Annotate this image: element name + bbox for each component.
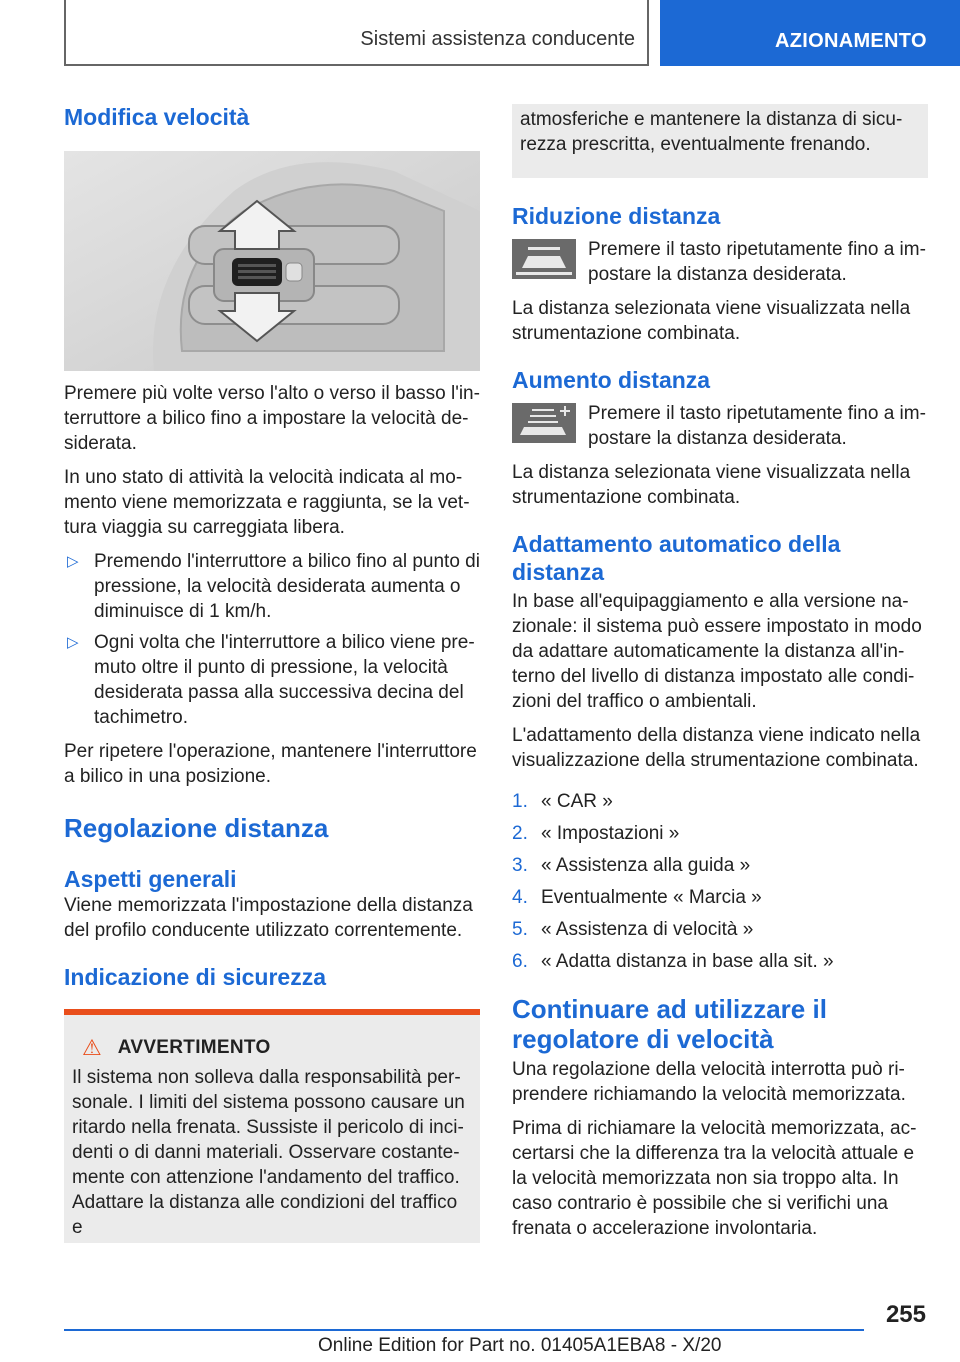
speed-change-heading: Modifica velocità (64, 104, 250, 130)
distance-increase-heading: Aumento distanza (512, 367, 711, 393)
section-title: Sistemi assistenza conducente (360, 28, 635, 50)
list-item: 6. « Adatta distanza in base alla sit. » (512, 951, 834, 972)
general-aspects-heading: Aspetti generali (64, 866, 237, 892)
increase-instruction-row (512, 401, 928, 451)
speed-paragraph-2: In uno stato di attività la velocità indicata al mo-mento viene memorizzata e raggiunta, se la vet-tura viaggia su carreggiata libera. (64, 467, 470, 538)
list-item: 1. « CAR » (512, 791, 613, 812)
distance-decrease-icon (512, 239, 576, 279)
warning-triangle-icon: ⚠ (82, 1035, 102, 1060)
distance-regulation-heading: Regolazione distanza (64, 813, 329, 843)
distance-reduction-heading: Riduzione distanza (512, 203, 721, 229)
page-number: 255 (885, 1301, 926, 1328)
bullet-triangle-icon: ▷ (67, 553, 79, 570)
auto-paragraph-2: L'adattamento della distanza viene indicato nella visualizzazione della strumentazione combinata. (512, 725, 921, 771)
footer-divider (64, 1329, 864, 1331)
continue-cruise-control-heading: Continuare ad utilizzare il regolatore di velocità (512, 994, 827, 1054)
list-item: 2. « Impostazioni » (512, 823, 680, 844)
bullet-triangle-icon: ▷ (67, 634, 79, 651)
header-section-box (64, 0, 649, 66)
continue-paragraph-1: Una regolazione della velocità interrotta può ri-prendere richiamando la velocità memorizzata. (512, 1059, 906, 1105)
increase-paragraph: La distanza selezionata viene visualizzata nella strumentazione combinata. (512, 462, 911, 508)
reduce-instruction-row (512, 237, 928, 287)
warning-box-continuation (512, 104, 928, 178)
footer-edition: Online Edition for Part no. 01405A1EBA8 - X/20 (318, 1335, 722, 1356)
speed-paragraph-3: Per ripetere l'operazione, mantenere l'interruttore a bilico in una posizione. (64, 741, 477, 787)
right-column (512, 104, 928, 1250)
reduce-paragraph: La distanza selezionata viene visualizzata nella strumentazione combinata. (512, 298, 911, 344)
list-item: ▷ Ogni volta che l'interruttore a bilico viene pre-muto oltre il punto di pressione, la velocità desiderata passa alla successiva decina del tachimetro. (67, 632, 475, 728)
chapter-title: AZIONAMENTO (775, 30, 927, 52)
left-column (64, 100, 480, 1243)
steering-wheel-rocker-switch-photo (64, 151, 480, 371)
warning-text: Il sistema non solleva dalla responsabilità per-sonale. I limiti del sistema possono causare un ritardo nella frenata. Sussiste il pericolo di inci-denti o di danni materiali. Osservare costante-mente con attenzione l'andamento del traffico. Adattare la distanza alle condizioni del traffico e (72, 1067, 465, 1238)
rocker-switch-illustration (64, 151, 480, 371)
warning-box (64, 1009, 480, 1243)
list-item: 4. Eventualmente « Marcia » (512, 887, 762, 908)
page-header (0, 0, 960, 66)
continue-paragraph-2: Prima di richiamare la velocità memorizzata, ac-certarsi che la differenza tra la velocità attuale e la velocità memorizzata non sia troppo alta. In caso contrario è possibile che si verifichi una frenata o accelerazione involontaria. (512, 1118, 917, 1239)
general-paragraph: Viene memorizzata l'impostazione della distanza del profilo conducente utilizzato correntemente. (64, 895, 473, 941)
safety-heading: Indicazione di sicurezza (64, 964, 327, 990)
increase-instruction-text: Premere il tasto ripetutamente fino a im-postare la distanza desiderata. (588, 403, 926, 449)
reduce-instruction-text: Premere il tasto ripetutamente fino a im-postare la distanza desiderata. (588, 239, 926, 285)
warning-continuation-text: atmosferiche e mantenere la distanza di sicu-rezza prescritta, eventualmente frenando. (520, 109, 903, 155)
list-item: 3. « Assistenza alla guida » (512, 855, 751, 876)
list-item: 5. « Assistenza di velocità » (512, 919, 754, 940)
settings-steps-list (512, 789, 928, 974)
warning-title (82, 1035, 472, 1061)
header-chapter-box (660, 0, 960, 66)
auto-paragraph-1: In base all'equipaggiamento e alla versione na-zionale: il sistema può essere impostato in modo da adattare automaticamente la distanza all'in-terno del livello di distanza impostato alle condi-zioni del traffico o ambientali. (512, 591, 922, 712)
distance-increase-icon (512, 403, 576, 443)
auto-adaptation-heading: Adattamento automatico della distanza (512, 531, 841, 585)
warning-label: AVVERTIMENTO (117, 1037, 271, 1058)
speed-bullet-list (64, 549, 480, 730)
speed-paragraph-1: Premere più volte verso l'alto o verso il basso l'in-terruttore a bilico fino a impostare la velocità de-siderata. (64, 383, 480, 454)
list-item: ▷ Premendo l'interruttore a bilico fino al punto di pressione, la velocità desiderata aumenta o diminuisce di 1 km/h. (67, 551, 480, 622)
